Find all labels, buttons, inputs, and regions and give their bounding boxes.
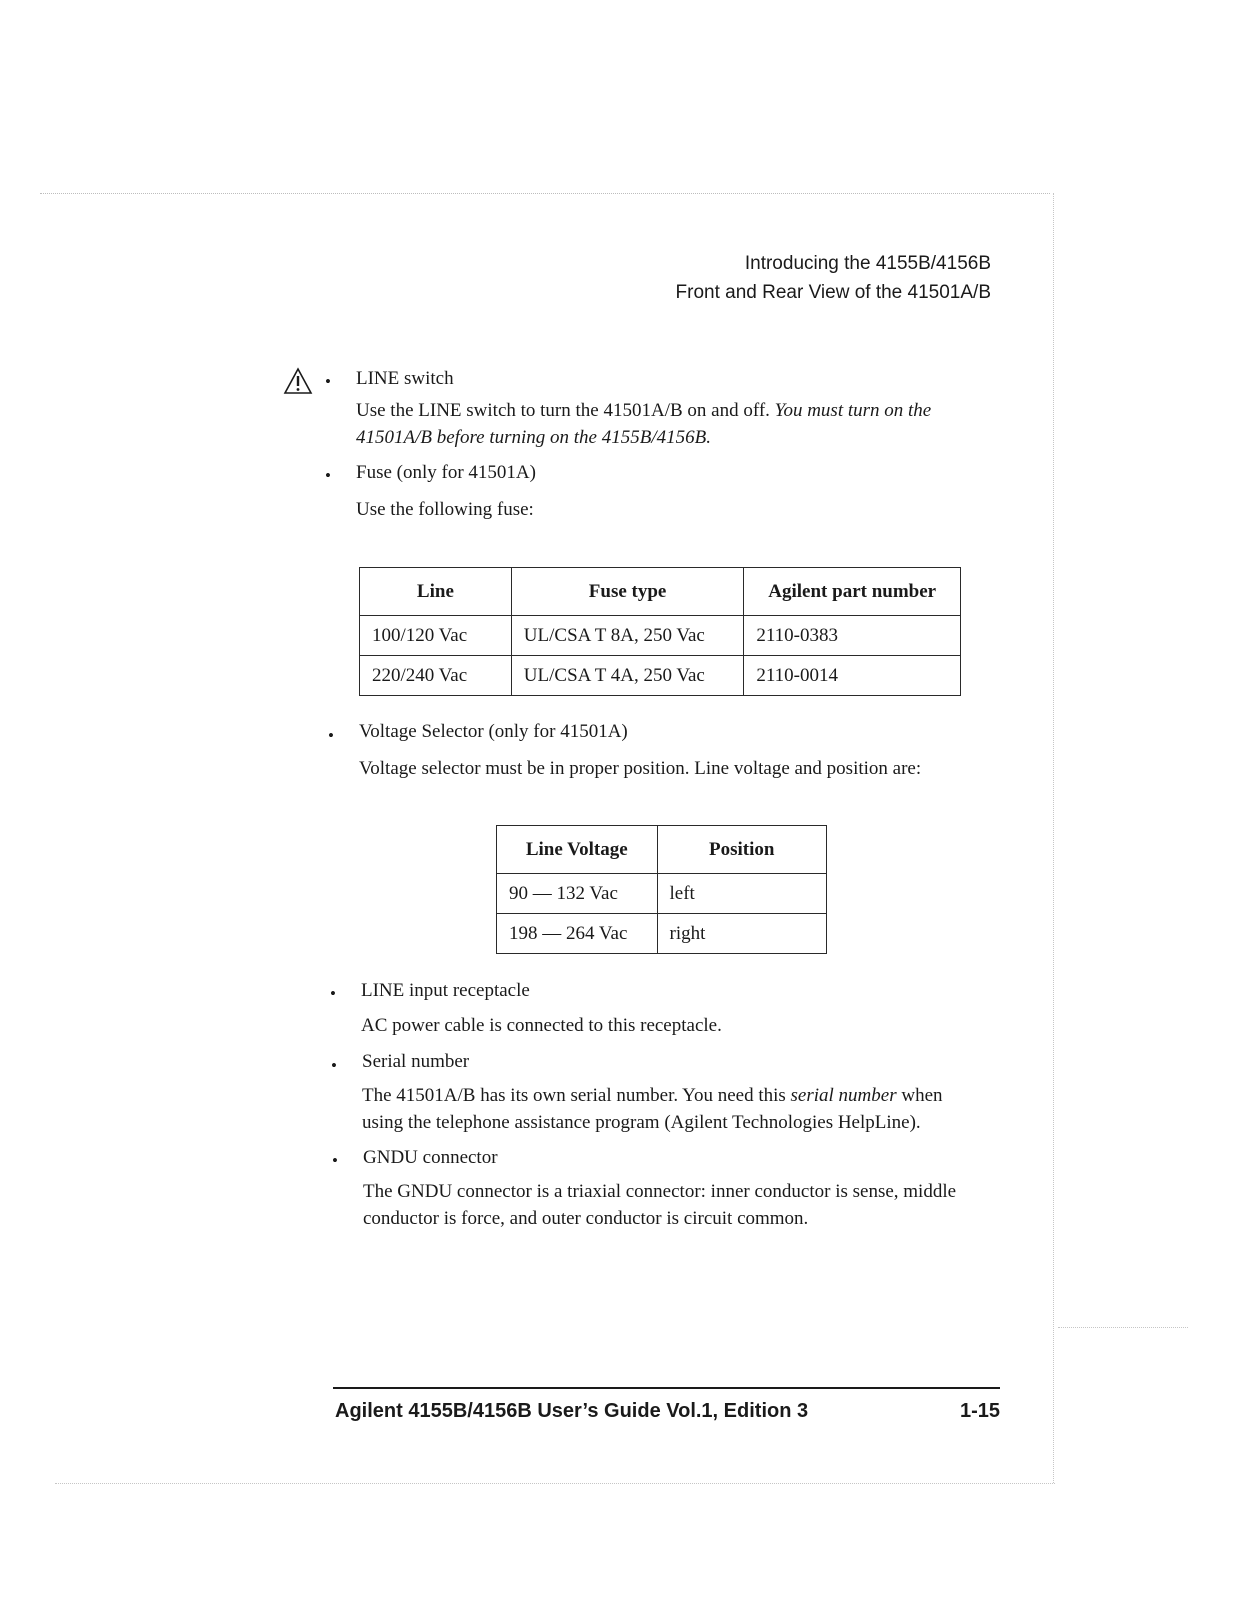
- table-row: [360, 656, 961, 696]
- text-line-switch: Use the LINE switch to turn the 41501A/B on and off.: [356, 400, 775, 421]
- item-title-gndu-connector: GNDU connector: [363, 1147, 498, 1168]
- page-number: 1-15: [959, 1400, 1000, 1422]
- paragraph-line-input: AC power cable is connected to this receptacle.: [361, 1015, 722, 1036]
- footer-rule: [333, 1387, 1000, 1389]
- text-serial-before: The 41501A/B has its own serial number. You need this: [362, 1085, 791, 1106]
- scan-edge-side: [1058, 1327, 1188, 1328]
- scan-edge-bottom: [55, 1483, 1055, 1484]
- column-header: Position: [657, 826, 827, 874]
- bullet: •: [325, 466, 331, 485]
- table-cell: UL/CSA T 4A, 250 Vac: [511, 656, 744, 696]
- item-title-line-switch: LINE switch: [356, 368, 454, 389]
- column-header: Agilent part number: [744, 568, 961, 616]
- bullet: •: [332, 1151, 338, 1170]
- table-cell: left: [657, 874, 827, 914]
- footer-title: Agilent 4155B/4156B User’s Guide Vol.1, Edition 3: [335, 1400, 809, 1422]
- text-serial-after: when using the telephone assistance program (Agilent Technologies HelpLine).: [362, 1085, 943, 1133]
- item-title-fuse: Fuse (only for 41501A): [356, 462, 536, 483]
- bullet: •: [328, 726, 334, 745]
- paragraph-fuse: Use the following fuse:: [356, 499, 534, 520]
- table-header-row: [497, 826, 827, 874]
- table-cell: 90 — 132 Vac: [497, 874, 658, 914]
- item-title-voltage-selector: Voltage Selector (only for 41501A): [359, 721, 628, 742]
- paragraph-voltage-selector: Voltage selector must be in proper position. Line voltage and position are:: [359, 758, 922, 779]
- bullet: •: [330, 984, 336, 1003]
- bullet: •: [331, 1056, 337, 1075]
- item-title-line-input: LINE input receptacle: [361, 980, 530, 1001]
- bullet: •: [325, 372, 331, 391]
- fuse-table: [359, 567, 961, 696]
- paragraph-serial-number: [362, 1082, 982, 1136]
- table-header-row: [360, 568, 961, 616]
- scan-edge-right: [1053, 193, 1054, 1483]
- table-cell: 220/240 Vac: [360, 656, 512, 696]
- header-chapter-title: Introducing the 4155B/4156B: [744, 253, 991, 274]
- table-cell: 198 — 264 Vac: [497, 914, 658, 954]
- column-header: Fuse type: [511, 568, 744, 616]
- paragraph-gndu-connector: The GNDU connector is a triaxial connector: inner conductor is sense, middle conductor is force, and outer conductor is circuit common.: [363, 1181, 957, 1229]
- item-title-serial-number: Serial number: [362, 1051, 470, 1072]
- warning-triangle-icon: [283, 367, 313, 395]
- table-cell: 2110-0383: [744, 616, 961, 656]
- table-row: [497, 874, 827, 914]
- paragraph-line-switch: [356, 397, 976, 451]
- table-row: [497, 914, 827, 954]
- header-section-title: Front and Rear View of the 41501A/B: [675, 282, 991, 303]
- column-header: Line: [360, 568, 512, 616]
- table-cell: right: [657, 914, 827, 954]
- column-header: Line Voltage: [497, 826, 658, 874]
- text-serial-emphasis: serial number: [790, 1085, 897, 1106]
- table-cell: UL/CSA T 8A, 250 Vac: [511, 616, 744, 656]
- scan-edge-top: [40, 193, 1050, 194]
- table-cell: 100/120 Vac: [360, 616, 512, 656]
- voltage-table: [496, 825, 827, 954]
- table-row: [360, 616, 961, 656]
- table-cell: 2110-0014: [744, 656, 961, 696]
- text-line-switch-caution: You must turn on the 41501A/B before turning on the 4155B/4156B.: [356, 400, 932, 448]
